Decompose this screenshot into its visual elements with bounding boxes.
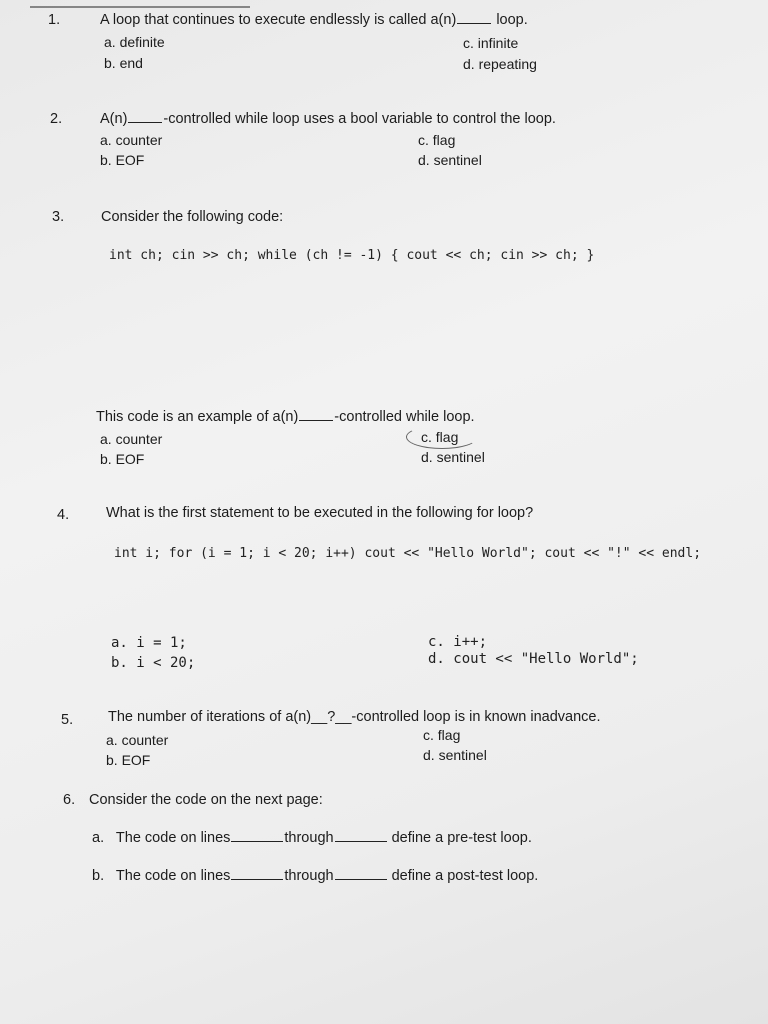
option-d: d. cout << "Hello World"; bbox=[428, 651, 639, 667]
part-a: a. The code on lines through define a pre-test loop. bbox=[92, 830, 532, 846]
option-a: a. counter bbox=[100, 431, 163, 447]
answer-blank bbox=[128, 121, 162, 123]
question-number: 3. bbox=[52, 209, 65, 225]
option-c: c. flag bbox=[423, 727, 461, 743]
code-line: cin >> ch; bbox=[171, 248, 250, 263]
question-followup: This code is an example of a(n) -controlled while loop. bbox=[96, 409, 475, 425]
option-c: c. flag bbox=[421, 429, 459, 445]
option-b: b. EOF bbox=[100, 152, 145, 168]
option-d: d. sentinel bbox=[423, 747, 487, 763]
option-b: b. EOF bbox=[100, 451, 145, 467]
question-number: 2. bbox=[50, 111, 63, 127]
code-line: { bbox=[390, 248, 399, 263]
answer-blank bbox=[335, 840, 387, 842]
option-d: d. repeating bbox=[463, 56, 537, 72]
option-d: d. sentinel bbox=[418, 152, 482, 168]
answer-blank bbox=[231, 878, 283, 880]
option-a: a. counter bbox=[106, 732, 169, 748]
option-b: b. EOF bbox=[106, 752, 151, 768]
code-line: for (i = 1; i < 20; i++) bbox=[168, 546, 357, 561]
pen-circle-mark bbox=[406, 425, 478, 449]
code-block bbox=[109, 247, 594, 265]
code-line: } bbox=[586, 248, 595, 263]
option-c: c. i++; bbox=[428, 634, 488, 650]
answer-blank bbox=[231, 840, 283, 842]
code-block bbox=[114, 545, 701, 563]
answer-blank bbox=[299, 419, 333, 421]
question-stem: Consider the following code: bbox=[101, 209, 284, 225]
code-line: cout << "!" << endl; bbox=[544, 546, 702, 561]
question-stem: Consider the code on the next page: bbox=[89, 792, 323, 808]
option-b: b. i < 20; bbox=[111, 655, 196, 671]
option-a: a. i = 1; bbox=[111, 635, 187, 651]
question-stem: A(n) -controlled while loop uses a bool variable to control the loop. bbox=[100, 111, 556, 127]
question-stem: What is the first statement to be executed in the following for loop? bbox=[106, 505, 534, 521]
part-b: b. The code on lines through define a post-test loop. bbox=[92, 868, 539, 884]
code-line: cout << "Hello World"; bbox=[364, 546, 537, 561]
question-stem: The number of iterations of a(n)__?__-controlled loop is in known inadvance. bbox=[108, 709, 601, 725]
question-number: 4. bbox=[57, 507, 70, 523]
code-line: int ch; bbox=[109, 248, 164, 263]
question-stem: A loop that continues to execute endlessly is called a(n) loop. bbox=[100, 12, 528, 28]
question-number: 1. bbox=[48, 12, 61, 28]
option-b: b. end bbox=[104, 55, 143, 71]
previous-heading-underline bbox=[30, 0, 250, 8]
answer-blank bbox=[335, 878, 387, 880]
option-a: a. counter bbox=[100, 132, 163, 148]
option-a: a. definite bbox=[104, 34, 165, 50]
option-c: c. flag bbox=[418, 132, 456, 148]
answer-blank bbox=[457, 22, 491, 24]
code-line: int i; bbox=[114, 546, 161, 561]
question-number: 6. bbox=[63, 792, 76, 808]
question-number: 5. bbox=[61, 712, 74, 728]
option-d: d. sentinel bbox=[421, 449, 485, 465]
code-line: cout << ch; bbox=[406, 248, 493, 263]
code-line: cin >> ch; bbox=[500, 248, 579, 263]
option-c: c. infinite bbox=[463, 35, 519, 51]
code-line: while (ch != -1) bbox=[257, 248, 383, 263]
